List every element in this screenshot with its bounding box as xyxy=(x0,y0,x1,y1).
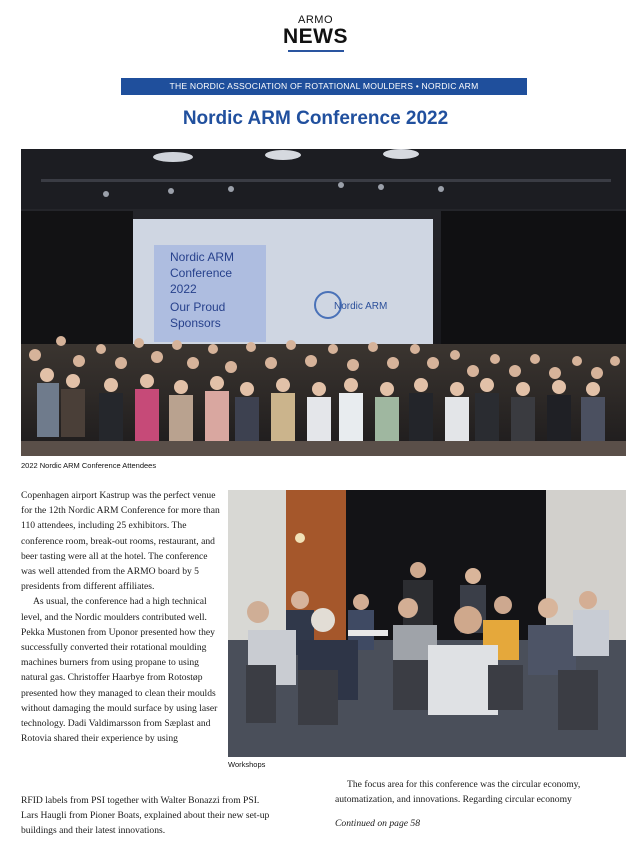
attendees-photo-graphic xyxy=(21,149,626,456)
article-line-rfid: RFID labels from PSI together with Walter Bonazzi from PSI. xyxy=(21,795,260,806)
article-right-column xyxy=(335,777,625,807)
slide-logo-text: Nordic ARM xyxy=(334,301,388,312)
slide-line-3: 2022 xyxy=(170,282,197,296)
article-left-column xyxy=(21,488,221,746)
right-line-2: automatization, and innovations. Regarding circular economy xyxy=(335,794,572,806)
slide-line-5: Sponsors xyxy=(170,316,221,330)
masthead-news: NEWS xyxy=(283,25,348,48)
attendees-photo xyxy=(21,149,626,456)
article-line-lars: Lars Haugli from Pioner Boats, explained about their new set-up xyxy=(21,810,270,821)
association-banner: THE NORDIC ASSOCIATION OF ROTATIONAL MOULDERS • NORDIC ARM xyxy=(121,78,527,95)
slide-line-4: Our Proud xyxy=(170,300,226,314)
slide-line-2: Conference xyxy=(170,266,233,280)
article-line-buildings: buildings and their latest innovations. xyxy=(21,825,166,836)
workshops-photo xyxy=(228,490,626,757)
masthead-underline xyxy=(288,50,344,52)
continued-link[interactable]: Continued on page 58 xyxy=(335,818,421,829)
attendees-caption: 2022 Nordic ARM Conference Attendees xyxy=(21,461,157,470)
masthead-armo: ARMO xyxy=(298,14,333,26)
masthead xyxy=(0,14,631,52)
workshops-caption: Workshops xyxy=(228,760,266,769)
workshops-photo-graphic xyxy=(228,490,626,757)
slide-line-1: Nordic ARM xyxy=(170,250,235,264)
page-title: Nordic ARM Conference 2022 xyxy=(182,108,449,129)
article-paragraph-2: As usual, the conference had a high technical level, and the Nordic moulders contributed well. Pekka Mustonen from Uponor presented how they successfully converted their rotational moulding machines burners from using propane to using natural gas. Christoffer Haarbye from Rotostøp presented how they managed to clean their moulds without damaging the mould surface by using laser technology. Dadi Valdimarsson from Sæplast and Rotovia shared their experience by using xyxy=(21,596,218,745)
article-paragraph-1: Copenhagen airport Kastrup was the perfect venue for the 12th Nordic ARM Conference for more than 110 attendees, including 25 exhibitors. The conference room, break-out rooms, restaurant, and beer tasting were all at the hotel. The conference was well attended from the ARMO board by 5 presidents from different affiliates. xyxy=(21,490,220,593)
wall-lamp-icon xyxy=(295,533,305,543)
right-line-1: The focus area for this conference was the circular economy, xyxy=(347,779,581,790)
